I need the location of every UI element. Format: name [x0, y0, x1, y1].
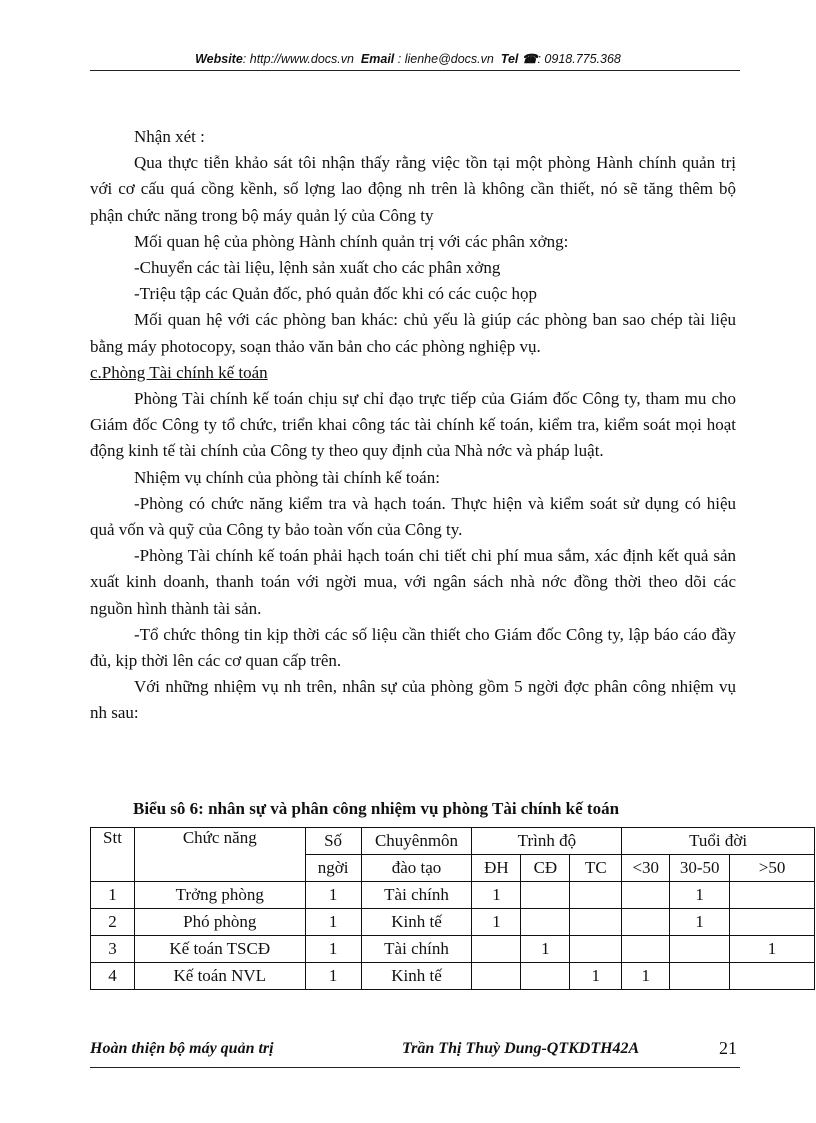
- cell-tc: [570, 882, 622, 909]
- cell-dh: 1: [472, 882, 521, 909]
- paragraph: Nhận xét :: [134, 127, 205, 146]
- header-gt50: >50: [730, 855, 815, 882]
- section-heading: c.Phòng Tài chính kế toán: [90, 362, 268, 382]
- cell-chuc-nang: Kế toán TSCĐ: [134, 936, 305, 963]
- cell-chuc-nang: Kế toán NVL: [134, 963, 305, 990]
- cell-so: 1: [305, 963, 361, 990]
- paragraph: Mối quan hệ của phòng Hành chính quản trị với các phân xởng:: [134, 231, 569, 251]
- cell-30-50: 1: [670, 909, 730, 936]
- cell-dh: 1: [472, 909, 521, 936]
- paragraph: -Chuyển các tài liệu, lệnh sản xuất cho các phân xởng: [134, 258, 501, 278]
- cell-chuyen-mon: Tài chính: [361, 882, 472, 909]
- table-row: [91, 936, 815, 963]
- email-label: Email: [360, 52, 395, 66]
- cell-cd: [521, 963, 570, 990]
- header-so-nguoi-1: Số: [305, 828, 361, 855]
- footer-author: Trần Thị Thuỳ Dung-QTKDTH42A: [402, 1040, 640, 1057]
- cell-tc: [570, 936, 622, 963]
- table-row: [91, 882, 815, 909]
- header-dh: ĐH: [472, 855, 521, 882]
- header-tc: TC: [570, 855, 622, 882]
- header-chuyen-mon-2: đào tạo: [361, 855, 472, 882]
- cell-cd: [521, 882, 570, 909]
- page-header: [0, 51, 816, 66]
- cell-chuyen-mon: Kinh tế: [361, 963, 472, 990]
- cell-chuyen-mon: Tài chính: [361, 936, 472, 963]
- cell-30-50: 1: [670, 882, 730, 909]
- paragraph: Với những nhiệm vụ nh trên, nhân sự của phòng gồm 5 ngời đợc phân công nhiệm vụ nh sau:: [90, 677, 736, 723]
- cell-stt: 2: [91, 909, 135, 936]
- cell-cd: 1: [521, 936, 570, 963]
- paragraph: Nhiệm vụ chính của phòng tài chính kế toán:: [134, 467, 440, 487]
- paragraph: -Triệu tập các Quản đốc, phó quản đốc khi có các cuộc họp: [134, 284, 537, 304]
- tel-label: Tel: [500, 52, 519, 66]
- cell-so: 1: [305, 909, 361, 936]
- cell-stt: 3: [91, 936, 135, 963]
- cell-gt50: [730, 882, 815, 909]
- paragraph: -Phòng có chức năng kiểm tra và hạch toán. Thực hiện và kiểm soát sử dụng có hiệu quả vốn và quỹ của Công ty bảo toàn vốn của Công ty.: [90, 493, 736, 540]
- cell-tc: 1: [570, 963, 622, 990]
- paragraph: -Tổ chức thông tin kịp thời các số liệu cần thiết cho Giám đốc Công ty, lập báo cáo đầy đủ, kịp thời lên các cơ quan cấp trên.: [90, 624, 736, 671]
- cell-gt50: [730, 909, 815, 936]
- paragraph: Phòng Tài chính kế toán chịu sự chỉ đạo trực tiếp của Giám đốc Công ty, tham mu cho Giám đốc Công ty tổ chức, triển khai công tác tài chính kế toán, kiểm tra, kiểm soát mọi hoạt động kinh tế tài chính của Công ty theo quy định của Nhà nớc và pháp luật.: [90, 389, 736, 461]
- cell-dh: [472, 963, 521, 990]
- header-divider: [90, 70, 740, 71]
- cell-lt30: [622, 936, 670, 963]
- header-chuyen-mon-1: Chuyênmôn: [361, 828, 472, 855]
- email-value: : lienhe@docs.vn: [397, 52, 494, 66]
- cell-cd: [521, 909, 570, 936]
- cell-lt30: [622, 882, 670, 909]
- table-caption: Biểu sô 6: nhân sự và phân công nhiệm vụ phòng Tài chính kế toán: [133, 799, 620, 818]
- staff-table: [90, 827, 815, 990]
- cell-stt: 4: [91, 963, 135, 990]
- header-tuoi-doi: Tuổi đời: [622, 828, 815, 855]
- cell-chuc-nang: Phó phòng: [134, 909, 305, 936]
- cell-gt50: [730, 963, 815, 990]
- header-trinh-do: Trình độ: [472, 828, 622, 855]
- cell-gt50: 1: [730, 936, 815, 963]
- cell-chuyen-mon: Kinh tế: [361, 909, 472, 936]
- page-number: 21: [719, 1038, 737, 1058]
- website-label: Website: [195, 52, 243, 66]
- footer-title: Hoàn thiện bộ máy quản trị: [90, 1040, 274, 1057]
- cell-lt30: 1: [622, 963, 670, 990]
- header-lt30: <30: [622, 855, 670, 882]
- header-stt: Stt: [91, 828, 135, 882]
- website-value: : http://www.docs.vn: [242, 52, 354, 66]
- paragraph: -Phòng Tài chính kế toán phải hạch toán chi tiết chi phí mua sắm, xác định kết quả sản xuất kinh doanh, thanh toán với ngời mua, với ngân sách nhà nớc đồng thời theo dõi các nguồn hình thành tài sản.: [90, 546, 736, 618]
- footer-divider: [90, 1067, 740, 1068]
- cell-30-50: [670, 936, 730, 963]
- cell-chuc-nang: Trởng phòng: [134, 882, 305, 909]
- header-chuc-nang: Chức năng: [134, 828, 305, 882]
- document-body: [90, 124, 736, 727]
- cell-30-50: [670, 963, 730, 990]
- phone-icon: ☎: [521, 52, 538, 66]
- table-row: [91, 963, 815, 990]
- cell-stt: 1: [91, 882, 135, 909]
- cell-lt30: [622, 909, 670, 936]
- cell-so: 1: [305, 936, 361, 963]
- cell-so: 1: [305, 882, 361, 909]
- cell-tc: [570, 909, 622, 936]
- table-row: [91, 909, 815, 936]
- table-header-row: [91, 828, 815, 855]
- paragraph: Mối quan hệ với các phòng ban khác: chủ yếu là giúp các phòng ban sao chép tài liệu bằng máy photocopy, soạn thảo văn bản cho các phòng nghiệp vụ.: [90, 310, 736, 356]
- header-cd: CĐ: [521, 855, 570, 882]
- header-30-50: 30-50: [670, 855, 730, 882]
- cell-dh: [472, 936, 521, 963]
- header-so-nguoi-2: ngời: [305, 855, 361, 882]
- paragraph: Qua thực tiễn khảo sát tôi nhận thấy rằng việc tồn tại một phòng Hành chính quản trị với cơ cấu quá cồng kềnh, số lợng lao động nh trên là không cần thiết, nó sẽ tăng thêm bộ phận chức năng trong bộ máy quản lý của Công ty: [90, 153, 736, 225]
- tel-value: : 0918.775.368: [537, 52, 621, 66]
